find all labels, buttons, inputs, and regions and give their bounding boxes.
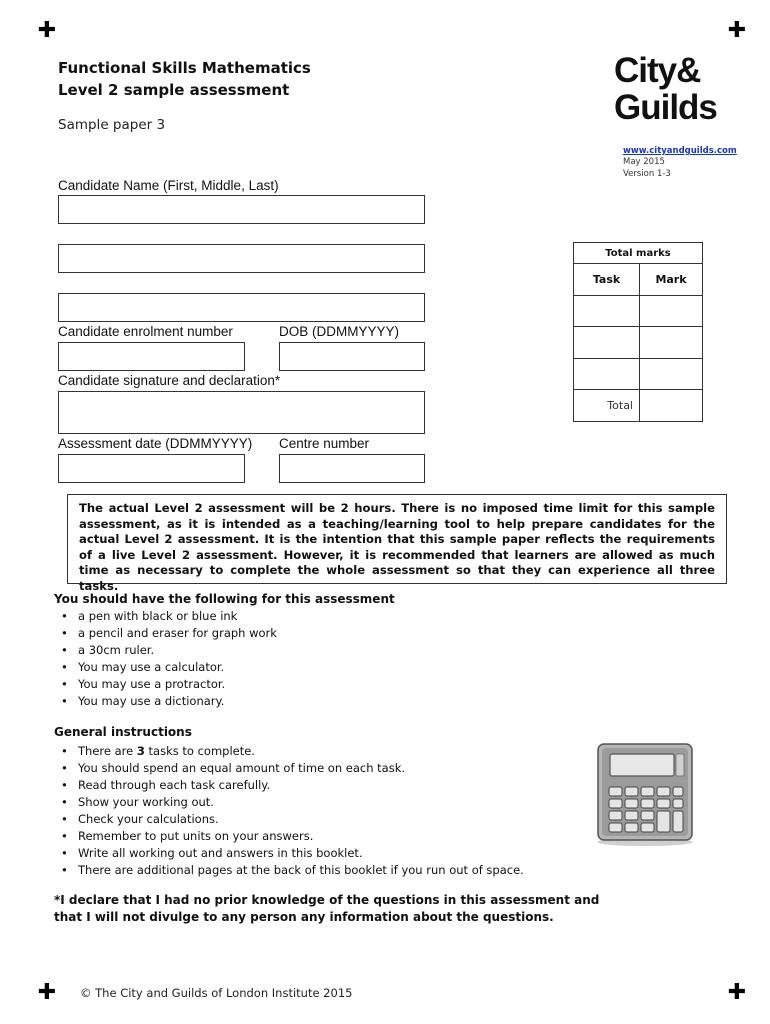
signature-field[interactable] (58, 391, 425, 434)
calculator-icon (590, 740, 700, 848)
assessment-date-label: Assessment date (DDMMYYYY) (58, 436, 253, 451)
page-subtitle: Level 2 sample assessment (58, 81, 290, 99)
candidate-name-label: Candidate Name (First, Middle, Last) (58, 178, 279, 193)
list-item: • Show your working out. (55, 794, 524, 811)
crop-mark-icon: ✚ (727, 980, 747, 1005)
list-item: • a pen with black or blue ink (55, 608, 277, 625)
list-item: • Write all working out and answers in this booklet. (55, 845, 524, 862)
list-item: • Read through each task carefully. (55, 777, 524, 794)
list-item: • Check your calculations. (55, 811, 524, 828)
total-marks-table (573, 242, 703, 422)
candidate-name-field-first[interactable] (58, 195, 425, 224)
task-count: 3 (136, 744, 145, 758)
candidate-name-field-last[interactable] (58, 293, 425, 322)
marks-table-title: Total marks (574, 243, 703, 264)
mark-column-header: Mark (640, 264, 703, 296)
centre-number-label: Centre number (279, 436, 370, 451)
publish-date: May 2015 (623, 157, 665, 167)
instructions-heading: General instructions (54, 725, 192, 739)
assessment-date-field[interactable] (58, 454, 245, 483)
mark-cell[interactable] (640, 327, 703, 359)
list-item: • a pencil and eraser for graph work (55, 625, 277, 642)
logo-line2: Guilds (614, 88, 717, 127)
list-item: • You may use a calculator. (55, 659, 277, 676)
instruction-text-pre: There are (78, 744, 137, 758)
total-mark-cell[interactable] (640, 390, 703, 422)
crop-mark-icon: ✚ (37, 980, 57, 1005)
copyright-footer: © The City and Guilds of London Institute 2015 (80, 986, 353, 1000)
declaration-line1: *I declare that I had no prior knowledge of the questions in this assessment and (54, 893, 600, 907)
enrolment-label: Candidate enrolment number (58, 324, 233, 339)
enrolment-field[interactable] (58, 342, 245, 371)
list-item: • a 30cm ruler. (55, 642, 277, 659)
time-notice: The actual Level 2 assessment will be 2 hours. There is no imposed time limit for this sample assessment, as it is intended as a teaching/learning tool to help prepare candidates for the actual Level 2 assessment. It is the intention that this sample paper reflects the requirements of a live Level 2 assessment. However, it is recommended that learners are allowed as much time as necessary to complete the whole assessment so that they can experience all three tasks. (67, 494, 727, 584)
task-cell (574, 359, 640, 390)
city-guilds-logo (614, 52, 717, 126)
list-item: • You should spend an equal amount of time on each task. (55, 760, 524, 777)
website-link[interactable]: www.cityandguilds.com (623, 146, 737, 156)
dob-label: DOB (DDMMYYYY) (279, 324, 400, 339)
dob-field[interactable] (279, 342, 425, 371)
list-item: • Remember to put units on your answers. (55, 828, 524, 845)
crop-mark-icon: ✚ (37, 18, 57, 43)
logo-line1: City& (614, 51, 701, 90)
total-label: Total (574, 390, 640, 422)
list-item: • You may use a dictionary. (55, 693, 277, 710)
list-item (55, 743, 524, 760)
signature-label: Candidate signature and declaration* (58, 373, 281, 388)
page-title: Functional Skills Mathematics (58, 59, 311, 77)
equipment-heading: You should have the following for this assessment (54, 592, 395, 606)
mark-cell[interactable] (640, 296, 703, 327)
paper-label: Sample paper 3 (58, 117, 166, 133)
centre-number-field[interactable] (279, 454, 425, 483)
declaration-line2: that I will not divulge to any person any information about the questions. (54, 910, 554, 924)
instruction-text-post: tasks to complete. (144, 744, 255, 758)
declaration (54, 892, 599, 926)
version-label: Version 1-3 (623, 169, 671, 179)
crop-mark-icon: ✚ (727, 18, 747, 43)
task-cell (574, 327, 640, 359)
task-cell (574, 296, 640, 327)
equipment-list (55, 608, 277, 710)
list-item: • You may use a protractor. (55, 676, 277, 693)
instructions-list (55, 743, 524, 879)
list-item: • There are additional pages at the back of this booklet if you run out of space. (55, 862, 524, 879)
task-column-header: Task (574, 264, 640, 296)
mark-cell[interactable] (640, 359, 703, 390)
candidate-name-field-middle[interactable] (58, 244, 425, 273)
